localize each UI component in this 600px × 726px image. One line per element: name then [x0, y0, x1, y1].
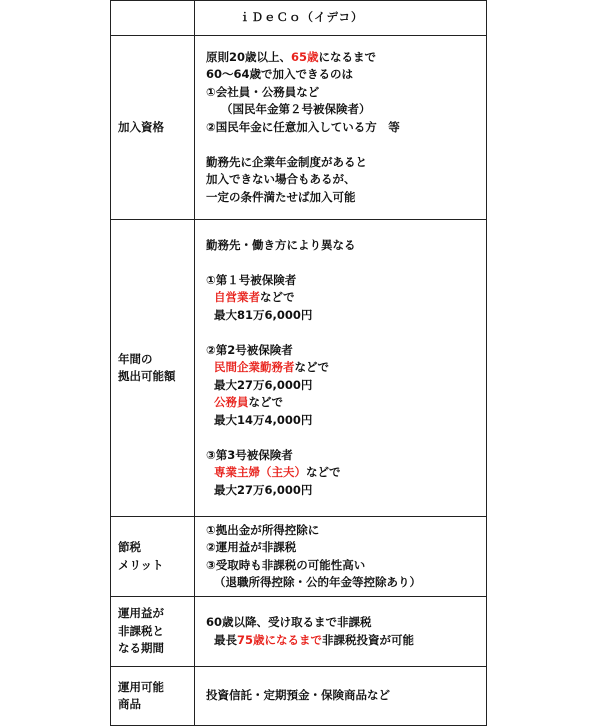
eligibility-content-cell: [195, 36, 487, 220]
contribution-group2a-suffix: などで: [294, 360, 329, 375]
eligibility-line-1-post: になるまで: [318, 49, 377, 64]
period-label-3: なる期間: [118, 641, 164, 656]
products-line-1: 投資信託・定期預金・保険商品など: [206, 688, 390, 703]
contribution-spacer-2: [206, 324, 482, 342]
contribution-label-cell: [111, 220, 195, 517]
tax-label-2: メリット: [118, 557, 164, 572]
eligibility-line-6: 勤務先に企業年金制度があると: [206, 154, 367, 169]
contribution-group2a-amount: 最大27万6,000円: [214, 377, 313, 392]
contribution-label-2: 拠出可能額: [118, 369, 176, 383]
self-employed-highlight: 自営業者: [214, 290, 260, 305]
max-age-highlight: 75歳になるまで: [237, 632, 323, 647]
contribution-group3-suffix: などで: [306, 465, 341, 480]
contribution-group1-amount: 最大81万6,000円: [214, 307, 313, 322]
contribution-spacer-1: [206, 254, 482, 272]
eligibility-line-1-pre: 原則20歳以上、: [206, 49, 292, 64]
contribution-group2-title: ②第2号被保険者: [206, 342, 293, 357]
period-label-2: 非課税と: [118, 623, 164, 638]
tax-label-1: 節税: [118, 540, 141, 554]
products-label-1: 運用可能: [118, 679, 164, 694]
contribution-group3-type: [206, 464, 482, 482]
contribution-group1-title: ①第１号被保険者: [206, 272, 297, 287]
period-label-1: 運用益が: [118, 606, 164, 621]
tax-content-cell: [195, 517, 487, 597]
contribution-group3-amount: 最大27万6,000円: [214, 482, 313, 497]
private-employee-highlight: 民間企業勤務者: [214, 360, 295, 375]
header-row: [111, 1, 487, 36]
contribution-group1-type: [206, 289, 482, 307]
tax-label-cell: [111, 517, 195, 597]
period-label-cell: [111, 597, 195, 667]
eligibility-line-7: 加入できない場合もあるが、: [206, 172, 356, 187]
eligibility-line-8: 一定の条件満たせば加入可能: [206, 189, 356, 204]
eligibility-line-5: ②国民年金に任意加入している方 等: [206, 119, 400, 134]
contribution-spacer-3: [206, 429, 482, 447]
contribution-content-cell: [195, 220, 487, 517]
eligibility-spacer: [206, 136, 482, 154]
tax-line-4: （退職所得控除・公的年金等控除あり）: [214, 575, 421, 589]
period-content-cell: [195, 597, 487, 667]
period-line-2-post: 非課税投資が可能: [322, 632, 415, 647]
eligibility-age-highlight: 65歳: [291, 49, 319, 64]
period-line-2: [206, 632, 482, 650]
contribution-group3-title: ③第3号被保険者: [206, 447, 293, 462]
eligibility-label-cell: [111, 36, 195, 220]
eligibility-row: [111, 36, 487, 220]
period-line-2-pre: 最長: [214, 632, 237, 647]
contribution-group2a-type: [206, 359, 482, 377]
period-line-1: 60歳以降、受け取るまで非課税: [206, 615, 372, 629]
eligibility-line-1: [206, 49, 482, 67]
tax-line-1: ①拠出金が所得控除に: [206, 522, 320, 537]
period-row: [111, 597, 487, 667]
contribution-group2b-type: [206, 394, 482, 412]
table-title: ｉＤｅＣｏ（イデコ）: [195, 1, 487, 36]
header-corner-cell: [111, 1, 195, 36]
products-content-cell: [195, 667, 487, 726]
contribution-intro: 勤務先・働き方により異なる: [206, 237, 356, 252]
eligibility-line-3: ①会社員・公務員など: [206, 84, 320, 99]
tax-line-2: ②運用益が非課税: [206, 540, 297, 554]
contribution-group2b-suffix: などで: [248, 395, 283, 410]
contribution-label-1: 年間の: [118, 351, 153, 366]
products-row: [111, 667, 487, 726]
eligibility-line-4: （国民年金第２号被保険者）: [221, 102, 371, 117]
tax-line-3: ③受取時も非課税の可能性高い: [206, 557, 366, 572]
eligibility-label: 加入資格: [118, 119, 164, 134]
contribution-group2b-amount: 最大14万4,000円: [214, 412, 313, 427]
tax-row: [111, 517, 487, 597]
products-label-2: 商品: [118, 697, 141, 711]
products-label-cell: [111, 667, 195, 726]
civil-servant-highlight: 公務員: [214, 395, 249, 410]
eligibility-line-2: 60～64歳で加入できるのは: [206, 67, 354, 82]
contribution-row: [111, 220, 487, 517]
ideco-table: [110, 0, 487, 726]
homemaker-highlight: 専業主婦（主夫）: [214, 465, 306, 480]
contribution-group1-suffix: などで: [260, 290, 295, 305]
